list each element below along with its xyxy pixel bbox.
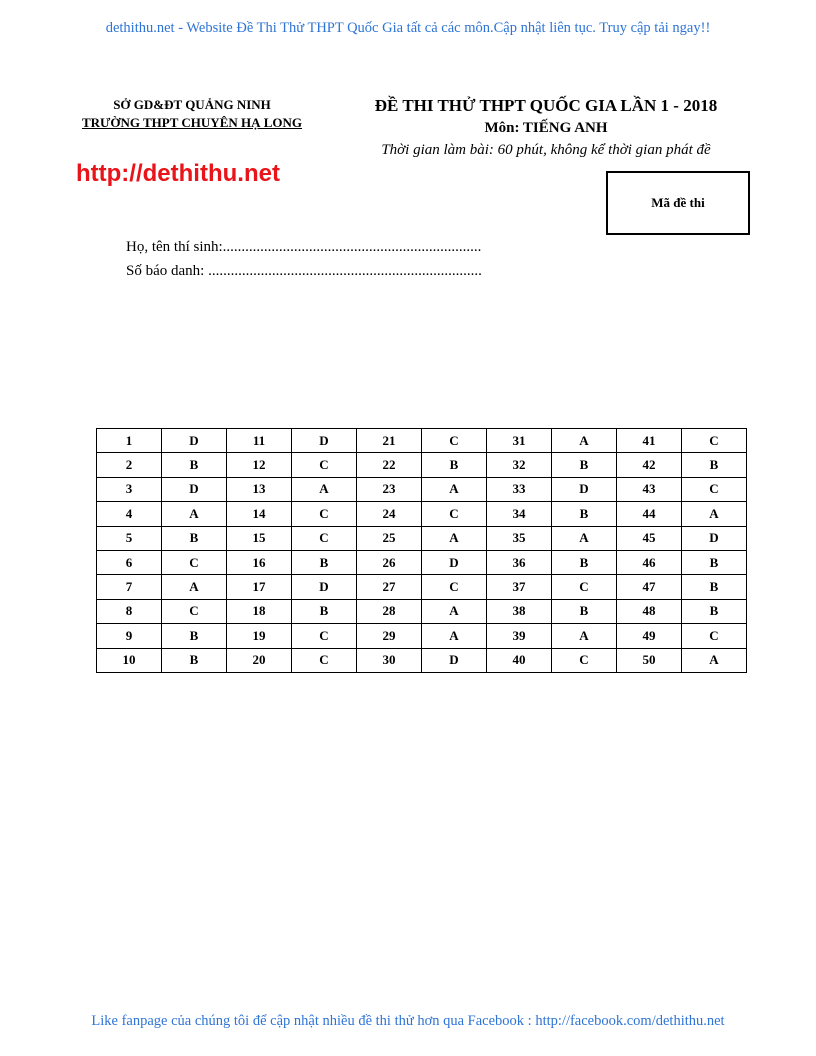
- question-number-cell: 38: [487, 599, 552, 623]
- question-number-cell: 5: [97, 526, 162, 550]
- answer-cell: D: [682, 526, 747, 550]
- answer-cell: C: [292, 453, 357, 477]
- exam-title: ĐỀ THI THỬ THPT QUỐC GIA LẦN 1 - 2018: [374, 96, 718, 115]
- question-number-cell: 29: [357, 624, 422, 648]
- question-number-cell: 20: [227, 648, 292, 672]
- table-row: [97, 502, 747, 526]
- answer-cell: B: [292, 599, 357, 623]
- question-number-cell: 24: [357, 502, 422, 526]
- question-number-cell: 23: [357, 477, 422, 501]
- answer-cell: A: [422, 599, 487, 623]
- question-number-cell: 37: [487, 575, 552, 599]
- answer-cell: C: [552, 575, 617, 599]
- question-number-cell: 25: [357, 526, 422, 550]
- answer-cell: D: [162, 477, 227, 501]
- table-row: [97, 550, 747, 574]
- question-number-cell: 12: [227, 453, 292, 477]
- exam-code-box: [606, 171, 750, 235]
- question-number-cell: 30: [357, 648, 422, 672]
- question-number-cell: 1: [97, 429, 162, 453]
- answer-cell: C: [682, 624, 747, 648]
- question-number-cell: 32: [487, 453, 552, 477]
- question-number-cell: 49: [617, 624, 682, 648]
- question-number-cell: 26: [357, 550, 422, 574]
- answer-cell: A: [422, 624, 487, 648]
- question-number-cell: 45: [617, 526, 682, 550]
- question-number-cell: 44: [617, 502, 682, 526]
- answer-cell: A: [552, 526, 617, 550]
- answer-cell: B: [162, 526, 227, 550]
- table-row: [97, 453, 747, 477]
- answer-cell: B: [422, 453, 487, 477]
- table-row: [97, 624, 747, 648]
- answer-cell: A: [682, 502, 747, 526]
- candidate-name-line: Họ, tên thí sinh:.....................................................................: [126, 239, 482, 255]
- answer-cell: C: [292, 648, 357, 672]
- table-row: [97, 526, 747, 550]
- answer-cell: D: [422, 550, 487, 574]
- table-row: [97, 429, 747, 453]
- answer-cell: D: [552, 477, 617, 501]
- question-number-cell: 48: [617, 599, 682, 623]
- question-number-cell: 6: [97, 550, 162, 574]
- question-number-cell: 13: [227, 477, 292, 501]
- school-name: TRƯỜNG THPT CHUYÊN HẠ LONG: [81, 115, 303, 130]
- candidate-info: [126, 235, 482, 283]
- candidate-id-line: Số báo danh: .........................................................................: [126, 263, 482, 279]
- answer-cell: A: [162, 575, 227, 599]
- answer-cell: A: [162, 502, 227, 526]
- question-number-cell: 41: [617, 429, 682, 453]
- exam-time: Thời gian làm bài: 60 phút, không kể thời gian phát đề: [381, 142, 711, 158]
- question-number-cell: 17: [227, 575, 292, 599]
- question-number-cell: 4: [97, 502, 162, 526]
- answer-cell: B: [682, 575, 747, 599]
- question-number-cell: 9: [97, 624, 162, 648]
- question-number-cell: 18: [227, 599, 292, 623]
- answer-cell: B: [682, 453, 747, 477]
- department-name: SỞ GD&ĐT QUẢNG NINH: [113, 97, 271, 112]
- question-number-cell: 36: [487, 550, 552, 574]
- question-number-cell: 28: [357, 599, 422, 623]
- answer-cell: A: [682, 648, 747, 672]
- answer-cell: B: [292, 550, 357, 574]
- answer-cell: A: [422, 526, 487, 550]
- question-number-cell: 46: [617, 550, 682, 574]
- answer-cell: C: [422, 429, 487, 453]
- answer-cell: D: [422, 648, 487, 672]
- answer-cell: B: [552, 599, 617, 623]
- answer-cell: B: [682, 599, 747, 623]
- answer-cell: D: [292, 429, 357, 453]
- answer-cell: B: [162, 648, 227, 672]
- answer-cell: C: [552, 648, 617, 672]
- question-number-cell: 34: [487, 502, 552, 526]
- answer-cell: A: [552, 429, 617, 453]
- question-number-cell: 35: [487, 526, 552, 550]
- answer-cell: C: [682, 477, 747, 501]
- answer-cell: C: [292, 526, 357, 550]
- answer-cell: C: [292, 502, 357, 526]
- answer-cell: C: [292, 624, 357, 648]
- answer-cell: C: [422, 575, 487, 599]
- answer-cell: A: [552, 624, 617, 648]
- answer-cell: B: [552, 550, 617, 574]
- question-number-cell: 8: [97, 599, 162, 623]
- answer-cell: D: [292, 575, 357, 599]
- question-number-cell: 39: [487, 624, 552, 648]
- answer-cell: B: [682, 550, 747, 574]
- question-number-cell: 16: [227, 550, 292, 574]
- top-banner-link[interactable]: dethithu.net - Website Đề Thi Thử THPT Quốc Gia tất cả các môn.Cập nhật liên tục. Truy cập tải ngay!!: [105, 20, 711, 36]
- question-number-cell: 3: [97, 477, 162, 501]
- answer-cell: B: [552, 453, 617, 477]
- question-number-cell: 33: [487, 477, 552, 501]
- answer-cell: C: [162, 599, 227, 623]
- question-number-cell: 27: [357, 575, 422, 599]
- table-row: [97, 575, 747, 599]
- question-number-cell: 14: [227, 502, 292, 526]
- answer-cell: B: [552, 502, 617, 526]
- answer-cell: C: [682, 429, 747, 453]
- question-number-cell: 22: [357, 453, 422, 477]
- answer-key-table: [96, 428, 747, 673]
- answer-cell: D: [162, 429, 227, 453]
- exam-info-block: [350, 94, 742, 161]
- table-row: [97, 599, 747, 623]
- exam-code-label: Mã đề thi: [651, 195, 705, 210]
- question-number-cell: 40: [487, 648, 552, 672]
- question-number-cell: 47: [617, 575, 682, 599]
- table-row: [97, 477, 747, 501]
- question-number-cell: 15: [227, 526, 292, 550]
- answer-cell: C: [422, 502, 487, 526]
- answer-cell: A: [292, 477, 357, 501]
- site-link[interactable]: http://dethithu.net: [76, 160, 280, 187]
- answer-cell: B: [162, 453, 227, 477]
- question-number-cell: 7: [97, 575, 162, 599]
- exam-subject: Môn: TIẾNG ANH: [484, 120, 608, 136]
- organization-block: [62, 96, 322, 132]
- question-number-cell: 19: [227, 624, 292, 648]
- question-number-cell: 31: [487, 429, 552, 453]
- facebook-fanpage-link[interactable]: Like fanpage của chúng tôi để cập nhật nhiều đề thi thử hơn qua Facebook : http://facebook.com/dethithu.net: [91, 1013, 725, 1029]
- answer-cell: B: [162, 624, 227, 648]
- answer-cell: A: [422, 477, 487, 501]
- question-number-cell: 43: [617, 477, 682, 501]
- question-number-cell: 42: [617, 453, 682, 477]
- question-number-cell: 10: [97, 648, 162, 672]
- table-row: [97, 648, 747, 672]
- question-number-cell: 11: [227, 429, 292, 453]
- answer-cell: C: [162, 550, 227, 574]
- question-number-cell: 21: [357, 429, 422, 453]
- question-number-cell: 50: [617, 648, 682, 672]
- question-number-cell: 2: [97, 453, 162, 477]
